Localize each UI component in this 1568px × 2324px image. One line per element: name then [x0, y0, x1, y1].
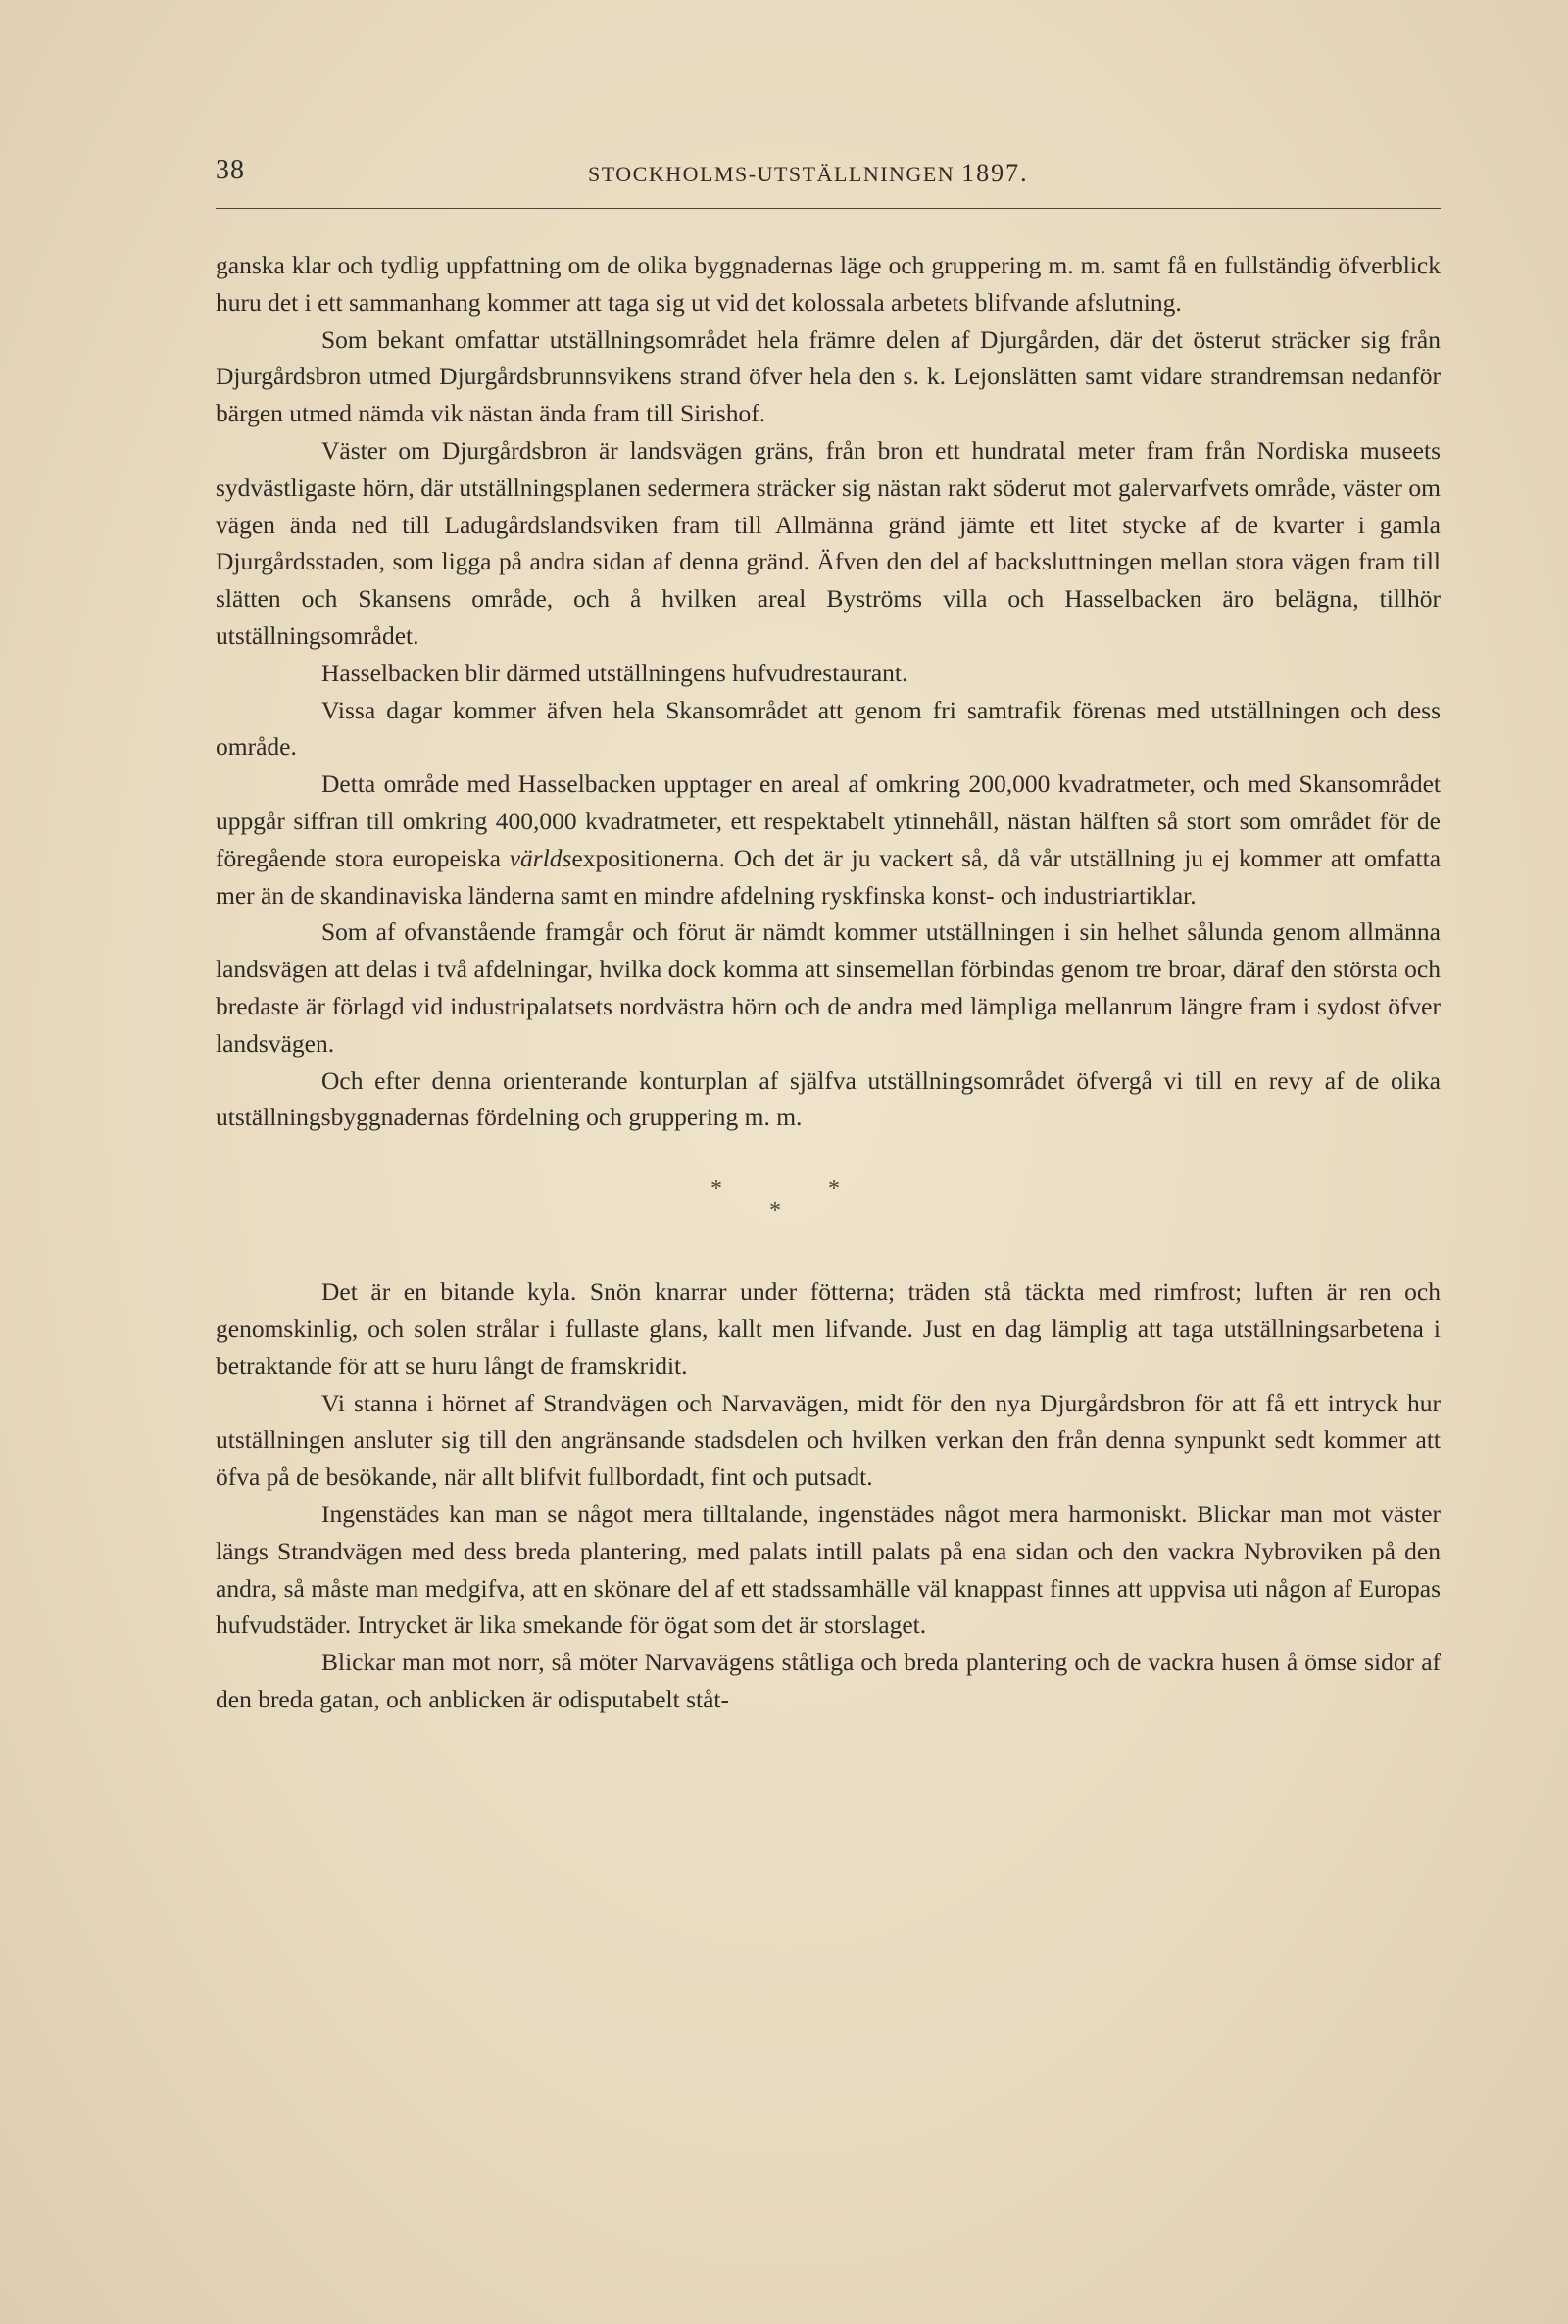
- page-header: [216, 155, 1441, 194]
- paragraph: Vi stanna i hörnet af Strandvägen och Narvavägen, midt för den nya Djurgårdsbron för att få ett intryck hur utställningen ansluter sig till den angränsande stadsdelen och hvilken verkan den från denna synpunkt sedt kommer att öfva på de besökande, när allt blifvit fullbordadt, fint och putsadt.: [216, 1388, 1441, 1492]
- paragraph: Hasselbacken blir därmed utställningens hufvudrestaurant.: [321, 658, 908, 687]
- paragraph: Ingenstädes kan man se något mera tilltalande, ingenstädes något mera harmoniskt. Blickar man mot väster längs Strandvägen med dess breda plantering, med palats intill palats på ena sidan och den vackra Nybroviken på den andra, så måste man medgifva, att en skönare del af ett stadssamhälle väl knappast finnes att uppvisa uti någon af Europas hufvudstäder. Intrycket är lika smekande för ögat som det är storslaget.: [216, 1499, 1441, 1640]
- paragraph: Vissa dagar kommer äfven hela Skansområdet att genom fri samtrafik förenas med utställningen och dess område.: [216, 695, 1441, 762]
- paragraph: Väster om Djurgårdsbron är landsvägen gräns, från bron ett hundratal meter fram från Nordiska museets sydvästligaste hörn, där utställningsplanen sedermera sträcker sig nästan rakt söderut mot galervarfvets område, väster om vägen ända ned till Ladugårdslandsviken fram till Allmänna gränd jämte ett litet stycke af de kvarter i gamla Djurgårdsstaden, som ligga på andra sidan af denna gränd. Äfven den del af backsluttningen mellan stora vägen fram till slätten och Skansens område, och å hvilken areal Byströms villa och Hasselbacken äro belägna, tillhör utställningsområdet.: [216, 435, 1441, 650]
- running-title-text: STOCKHOLMS-UTSTÄLLNINGEN: [588, 162, 956, 186]
- paragraph: ganska klar och tydlig uppfattning om de olika byggnadernas läge och gruppering m. m. samt få en fullständig öfverblick huru det i ett sammanhang kommer att taga sig ut vid det kolossala arbetets blifvande afslutning.: [216, 251, 1441, 317]
- running-title-year: 1897.: [961, 159, 1029, 187]
- header-rule: [216, 208, 1441, 209]
- book-page: [216, 0, 1441, 2324]
- asterisk: *: [710, 1176, 722, 1203]
- paragraph: Och efter denna orienterande konturplan af själfva utställningsområdet öfvergå vi till en revy af de olika utställningsbyggnadernas fördelning och gruppering m. m.: [216, 1065, 1441, 1132]
- paragraph: Som af ofvanstående framgår och förut är nämdt kommer utställningen i sin helhet sålunda genom allmänna landsvägen att delas i två afdelningar, hvilka dock komma att sinsemellan förbindas genom tre broar, däraf den största och bredaste är förlagd vid industripalatsets nordvästra hörn och de andra med lämpliga mellanrum längre fram i sydost öfver landsvägen.: [216, 917, 1441, 1058]
- paragraph: [216, 766, 1441, 914]
- running-title: [588, 159, 1029, 188]
- emphasis-text: världs: [509, 843, 572, 872]
- paragraph-text: Detta område med Hasselbacken upptager en areal af omkring 200,000 kvadratmeter, och med Skansområdet uppgår siffran till omkring 400,000 kvadratmeter, ett respektabelt ytinnehåll, nästan hälften så stort som området för de föregående stora europeiska: [216, 769, 1441, 872]
- paragraph: Det är en bitande kyla. Snön knarrar under fötterna; träden stå täckta med rimfrost; luften är ren och genomskinlig, och solen strålar i fullaste glans, kallt men lifvande. Just en dag lämplig att taga utställningsarbetena i betraktande för att se huru långt de framskridit.: [216, 1277, 1441, 1380]
- section-separator: [216, 1142, 1441, 1260]
- paragraph: Som bekant omfattar utställningsområdet hela främre delen af Djurgården, där det österut sträcker sig från Djurgårdsbron utmed Djurgårdsbrunnsvikens strand öfver hela den s. k. Lejonslätten samt vidare strandremsan nedanför bärgen utmed nämda vik nästan ända fram till Sirishof.: [216, 324, 1441, 428]
- page-number: 38: [216, 155, 245, 185]
- asterisk: *: [769, 1198, 781, 1224]
- asterisk: *: [828, 1176, 840, 1203]
- page-body: [216, 247, 1441, 1718]
- paragraph-text: expositionerna. Och det är ju vackert så, då vår utställning ju ej kommer att omfatta mer än de skandinaviska länderna samt en mindre afdelning ryskfinska konst- och industriartiklar.: [216, 843, 1442, 910]
- paragraph: Blickar man mot norr, så möter Narvavägens ståtliga och breda plantering och de vackra husen å ömse sidor af den breda gatan, och anblicken är odisputabelt ståt-: [216, 1648, 1441, 1713]
